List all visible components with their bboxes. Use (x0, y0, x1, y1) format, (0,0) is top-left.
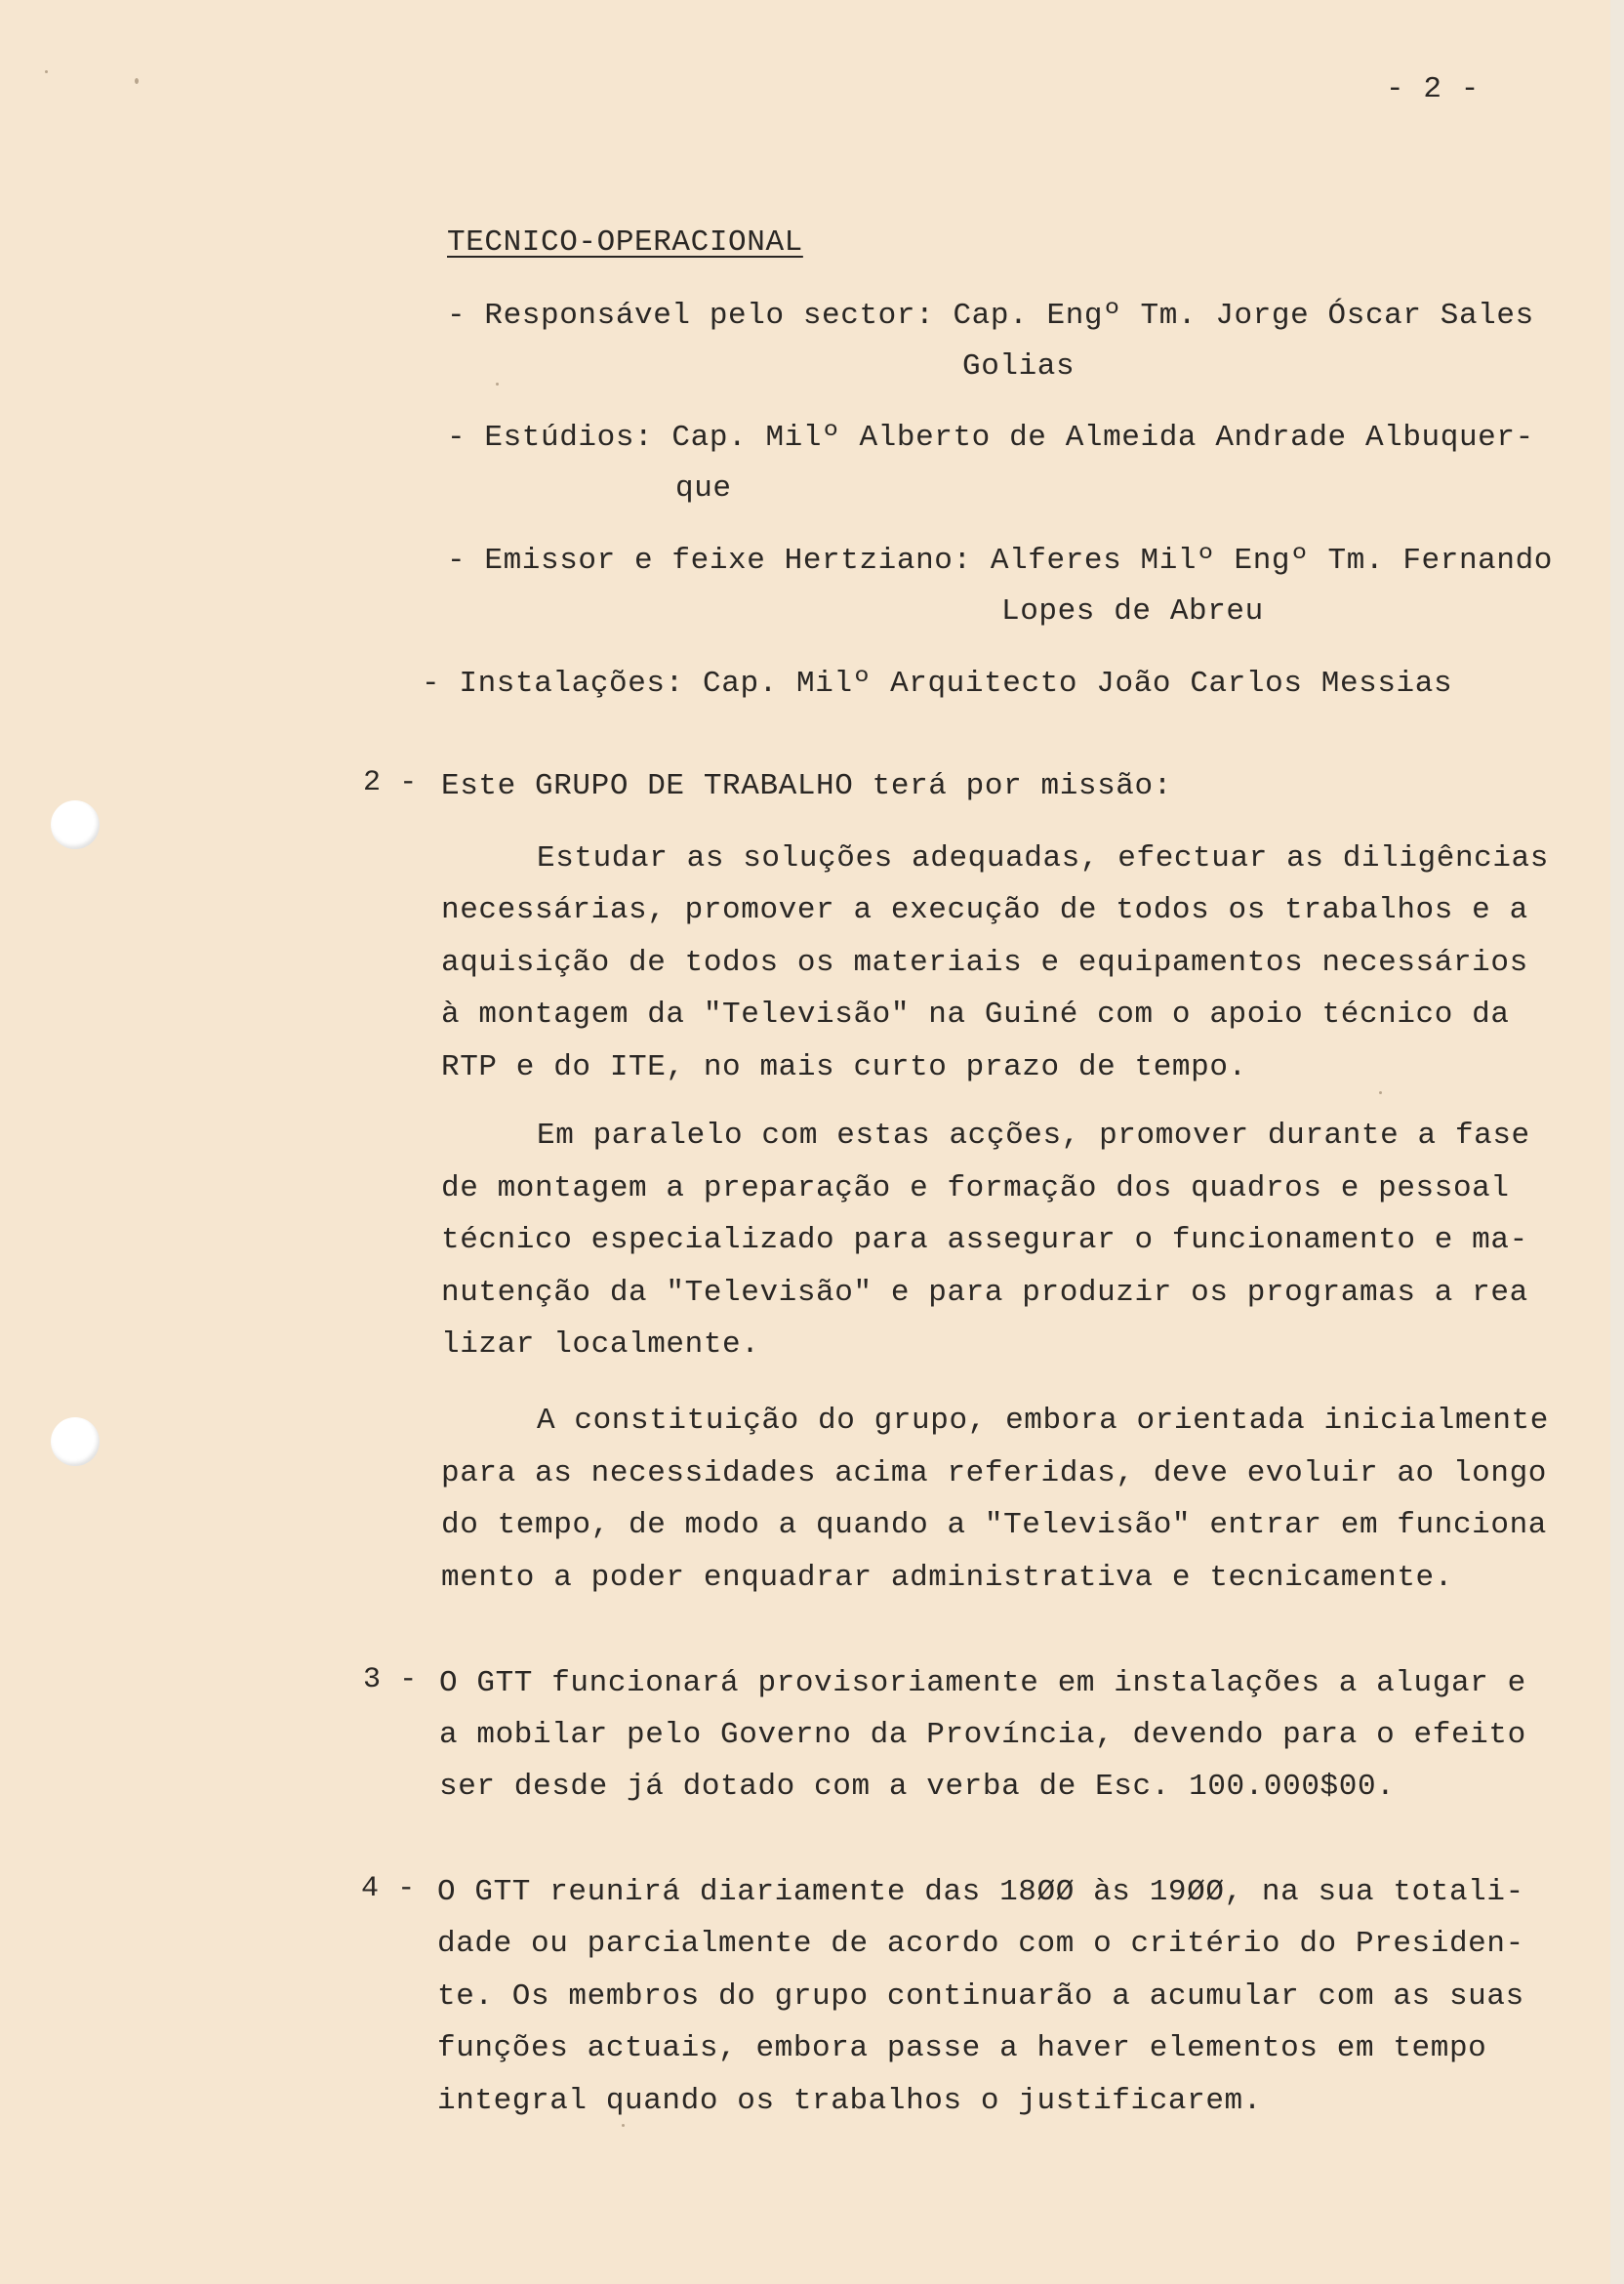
paper-speck (135, 78, 139, 84)
punch-hole-bottom (51, 1417, 100, 1466)
section-2-p3-line: do tempo, de modo a quando a "Televisão" entrar em funciona (441, 1508, 1547, 1542)
paper-speck (1379, 1091, 1382, 1094)
section-2-p1-line: à montagem da "Televisão" na Guiné com o apoio técnico da (441, 998, 1510, 1032)
section-3-line: a mobilar pelo Governo da Província, devendo para o efeito (439, 1718, 1526, 1752)
section-4-line: funções actuais, embora passe a haver elementos em tempo (437, 2031, 1487, 2065)
staff-responsavel: - Responsável pelo sector: Cap. Engº Tm. Jorge Óscar Sales (447, 299, 1534, 333)
section-4-line: O GTT reunirá diariamente das 18ØØ às 19ØØ, na sua totali- (437, 1875, 1524, 1909)
paper-speck (45, 70, 48, 73)
section-2-p2-line: lizar localmente. (441, 1327, 760, 1362)
section-heading: TECNICO-OPERACIONAL (447, 225, 803, 260)
section-3-number: 3 - (363, 1663, 418, 1696)
section-2-p1-line: RTP e do ITE, no mais curto prazo de tempo. (441, 1050, 1247, 1084)
section-3-line: ser desde já dotado com a verba de Esc. 100.000$00. (439, 1770, 1396, 1804)
section-4-line: dade ou parcialmente de acordo com o critério do Presiden- (437, 1927, 1524, 1961)
section-4-number: 4 - (361, 1872, 416, 1905)
page-edge (1610, 0, 1624, 2284)
staff-emissor-cont: Lopes de Abreu (1001, 594, 1264, 629)
page-number: - 2 - (1386, 72, 1481, 106)
section-2-p1-line: aquisição de todos os materiais e equipamentos necessários (441, 946, 1528, 980)
section-4-line: te. Os membros do grupo continuarão a acumular com as suas (437, 1979, 1524, 2014)
section-3-line: O GTT funcionará provisoriamente em instalações a alugar e (439, 1666, 1526, 1700)
section-2-intro: Este GRUPO DE TRABALHO terá por missão: (441, 769, 1172, 803)
section-2-p3-line: A constituição do grupo, embora orientada inicialmente (537, 1404, 1549, 1438)
paper-speck (622, 2124, 625, 2127)
section-2-p2-line: Em paralelo com estas acções, promover durante a fase (537, 1119, 1530, 1153)
section-2-p2-line: nutenção da "Televisão" e para produzir os programas a rea (441, 1276, 1528, 1310)
staff-emissor: - Emissor e feixe Hertziano: Alferes Milº Engº Tm. Fernando (447, 544, 1553, 578)
section-2-p2-line: técnico especializado para assegurar o funcionamento e ma- (441, 1223, 1528, 1257)
staff-estudios-cont: que (675, 471, 732, 506)
section-2-p3-line: mento a poder enquadrar administrativa e tecnicamente. (441, 1561, 1453, 1595)
section-2-number: 2 - (363, 766, 418, 799)
punch-hole-top (51, 800, 100, 849)
section-2-p2-line: de montagem a preparação e formação dos quadros e pessoal (441, 1171, 1510, 1205)
section-4-line: integral quando os trabalhos o justificarem. (437, 2084, 1262, 2118)
staff-instalacoes: - Instalações: Cap. Milº Arquitecto João Carlos Messias (422, 667, 1453, 701)
paper-speck (496, 383, 499, 386)
section-2-p1-line: Estudar as soluções adequadas, efectuar as diligências (537, 841, 1549, 876)
staff-responsavel-cont: Golias (962, 349, 1076, 384)
section-2-p3-line: para as necessidades acima referidas, deve evoluir ao longo (441, 1456, 1547, 1490)
staff-estudios: - Estúdios: Cap. Milº Alberto de Almeida Andrade Albuquer- (447, 421, 1534, 455)
section-2-p1-line: necessárias, promover a execução de todos os trabalhos e a (441, 893, 1528, 927)
